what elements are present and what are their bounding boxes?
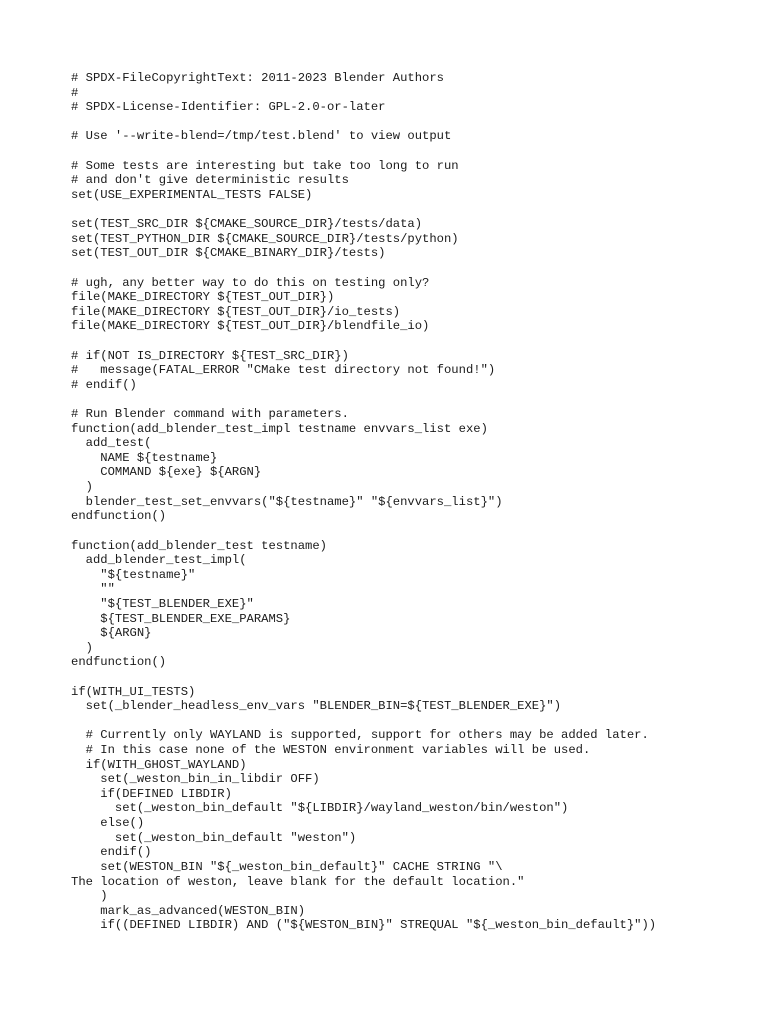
code-line: The location of weston, leave blank for the default location." [71,874,525,889]
code-line: # In this case none of the WESTON environment variables will be used. [71,743,591,758]
code-line: set(_weston_bin_default "weston") [71,830,357,845]
code-line: ) [71,889,108,904]
code-line: endfunction() [71,509,167,524]
code-line: ) [71,640,93,655]
code-line: if((DEFINED LIBDIR) AND ("${WESTON_BIN}" STREQUAL "${_weston_bin_default}")) [71,918,657,933]
code-listing [71,71,656,933]
code-line: # Run Blender command with parameters. [71,407,349,422]
code-line: NAME ${testname} [71,450,218,465]
code-line: function(add_blender_test testname) [71,538,327,553]
code-line: if(WITH_UI_TESTS) [71,684,196,699]
code-line: blender_test_set_envvars("${testname}" "${envvars_list}") [71,494,503,509]
code-line: set(TEST_OUT_DIR ${CMAKE_BINARY_DIR}/tests) [71,246,386,261]
code-line [71,144,656,159]
code-line: "${TEST_BLENDER_EXE}" [71,596,254,611]
code-line: set(TEST_PYTHON_DIR ${CMAKE_SOURCE_DIR}/tests/python) [71,231,459,246]
code-line: function(add_blender_test_impl testname envvars_list exe) [71,421,488,436]
code-line: set(_blender_headless_env_vars "BLENDER_BIN=${TEST_BLENDER_EXE}") [71,699,562,714]
code-line [71,524,656,539]
code-line: add_blender_test_impl( [71,553,247,568]
code-line: "${testname}" [71,567,196,582]
code-line: mark_as_advanced(WESTON_BIN) [71,903,306,918]
code-line: file(MAKE_DIRECTORY ${TEST_OUT_DIR}/io_tests) [71,304,401,319]
code-line [71,670,656,685]
code-line: file(MAKE_DIRECTORY ${TEST_OUT_DIR}/blendfile_io) [71,319,430,334]
code-line [71,334,656,349]
code-line: set(_weston_bin_default "${LIBDIR}/wayland_weston/bin/weston") [71,801,569,816]
code-line: # ugh, any better way to do this on testing only? [71,275,430,290]
code-line: COMMAND ${exe} ${ARGN} [71,465,262,480]
code-line: # SPDX-License-Identifier: GPL-2.0-or-later [71,100,386,115]
code-line: if(WITH_GHOST_WAYLAND) [71,757,247,772]
code-line: endfunction() [71,655,167,670]
code-line: # and don't give deterministic results [71,173,349,188]
code-line: "" [71,582,115,597]
code-line: # Currently only WAYLAND is supported, support for others may be added later. [71,728,649,743]
code-line: # Some tests are interesting but take too long to run [71,158,459,173]
code-line: set(TEST_SRC_DIR ${CMAKE_SOURCE_DIR}/tests/data) [71,217,423,232]
code-line: add_test( [71,436,152,451]
code-line: endif() [71,845,152,860]
code-line: # if(NOT IS_DIRECTORY ${TEST_SRC_DIR}) [71,348,349,363]
code-line: set(_weston_bin_in_libdir OFF) [71,772,320,787]
code-line: set(WESTON_BIN "${_weston_bin_default}" CACHE STRING "\ [71,859,503,874]
code-line [71,261,656,276]
code-line [71,115,656,130]
code-line: if(DEFINED LIBDIR) [71,786,232,801]
code-line [71,392,656,407]
code-line: ${TEST_BLENDER_EXE_PARAMS} [71,611,291,626]
code-line: # [71,85,79,100]
code-line: # message(FATAL_ERROR "CMake test directory not found!") [71,363,496,378]
code-line: # endif() [71,377,137,392]
code-line: # Use '--write-blend=/tmp/test.blend' to view output [71,129,452,144]
code-line: # SPDX-FileCopyrightText: 2011-2023 Blender Authors [71,71,444,85]
code-line: set(USE_EXPERIMENTAL_TESTS FALSE) [71,187,313,202]
code-line [71,202,656,217]
code-line: ) [71,480,93,495]
code-line: file(MAKE_DIRECTORY ${TEST_OUT_DIR}) [71,290,335,305]
code-line: ${ARGN} [71,626,152,641]
code-line: else() [71,816,145,831]
code-line [71,714,656,729]
